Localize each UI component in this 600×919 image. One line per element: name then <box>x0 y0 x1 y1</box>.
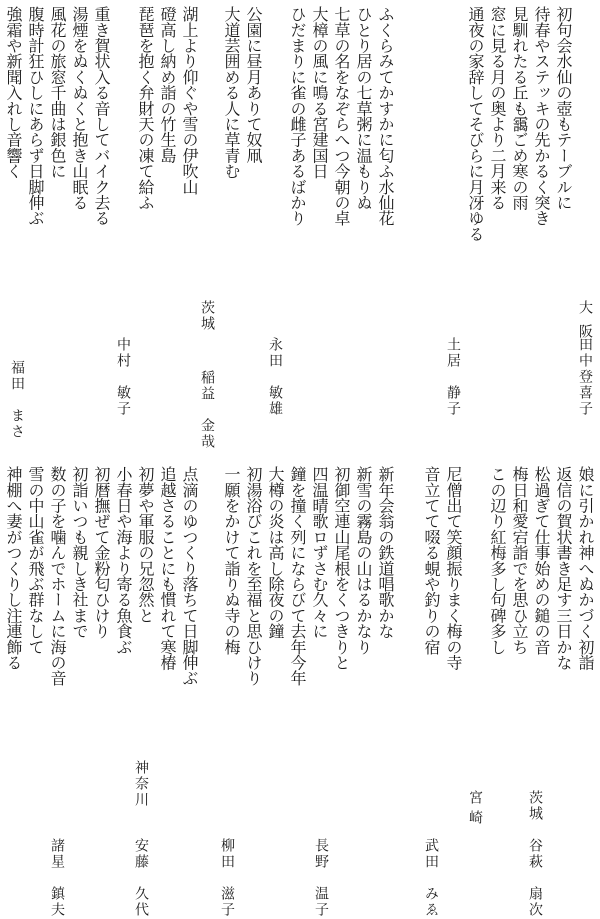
author-column <box>264 0 286 459</box>
group-lower-left <box>0 460 200 919</box>
haiku-column <box>486 460 508 919</box>
author-name: 武田 みゑ <box>423 838 439 918</box>
haiku: 鐘を撞く列にならびて去年今年 <box>288 466 307 686</box>
haiku: 娘に引かれ神へぬかづく初詣 <box>576 466 595 671</box>
group-osaka <box>400 0 600 459</box>
haiku: ふくらみてかすかに匂ふ水仙花 <box>376 6 395 226</box>
haiku-column <box>486 0 508 459</box>
haiku: 初句会水仙の壺もテーブルに <box>554 6 573 211</box>
prefecture-kanagawa: 神奈川 <box>133 760 149 808</box>
haiku-column <box>134 0 156 459</box>
author-name: 土居 静子 <box>445 337 461 417</box>
haiku-column <box>178 460 200 919</box>
haiku: 磴高し納め詣の竹生島 <box>158 6 177 164</box>
haiku: 尼僧出て笑顔振りまく梅の寺 <box>444 466 463 671</box>
haiku: 神棚へ妻がつくりし注連飾る <box>4 466 23 671</box>
haiku: 大樽の炎は高し除夜の鐘 <box>266 466 285 639</box>
author-name: 福田 まさ <box>9 360 25 440</box>
haiku-column <box>264 460 286 919</box>
haiku-column <box>242 0 264 459</box>
haiku: 湖上より仰ぐや雪の伊吹山 <box>180 6 199 195</box>
upper-block <box>0 0 600 459</box>
author-name: 柳田 滋子 <box>219 838 235 918</box>
haiku-column <box>530 0 552 459</box>
haiku-column <box>352 0 374 459</box>
haiku-column <box>374 460 396 919</box>
haiku-column <box>24 460 46 919</box>
haiku-column <box>90 0 112 459</box>
author-name: 稲益 金哉 <box>199 370 215 450</box>
haiku-column <box>352 460 374 919</box>
lower-block <box>0 460 600 919</box>
haiku-column <box>156 0 178 459</box>
group-continued <box>200 0 400 459</box>
haiku: 大道芸囲める人に草青む <box>222 6 241 179</box>
author-column <box>112 0 134 459</box>
haiku: 窓に見る月の奥より二月来る <box>488 6 507 211</box>
haiku: 追越さることにも慣れて寒椿 <box>158 466 177 671</box>
haiku: 大樟の風に鳴る宮建国日 <box>310 6 329 179</box>
haiku-column <box>330 0 352 459</box>
haiku: 初暦撫ぜて金粉匂ひけり <box>92 466 111 639</box>
haiku: 公園に昼月ありて奴凧 <box>244 6 263 164</box>
haiku-column <box>574 460 596 919</box>
haiku-column <box>508 0 530 459</box>
author-column <box>574 0 596 459</box>
haiku: 初御空連山尾根をくつきりと <box>332 466 351 671</box>
haiku: 雪の中山雀が飛ぶ群なして <box>26 466 45 655</box>
author-name: 谷萩 扇次 <box>527 838 543 918</box>
haiku: 返信の賀状書き足す三日かな <box>554 466 573 671</box>
haiku-column <box>442 460 464 919</box>
haiku-column <box>552 0 574 459</box>
haiku-column <box>242 460 264 919</box>
haiku-column <box>374 0 396 459</box>
haiku: ひだまりに雀の雌子あるばかり <box>288 6 307 226</box>
haiku: 湯煙をぬくぬくと抱き山眠る <box>70 6 89 211</box>
haiku: 一願をかけて詣りぬ寺の梅 <box>222 466 241 655</box>
author-name: 田中登喜子 <box>577 337 593 417</box>
haiku-column <box>90 460 112 919</box>
haiku-column <box>156 460 178 919</box>
haiku: この辺り紅梅多し句碑多し <box>488 466 507 655</box>
author-name: 安藤 久代 <box>133 838 149 918</box>
haiku: 新年会翁の鉄道唱歌かな <box>376 466 395 639</box>
haiku: 初湯浴びこれを至福と思ひけり <box>244 466 263 686</box>
haiku: 琵琶を抱く弁財天の凍て給ふ <box>136 6 155 211</box>
haiku-column <box>68 460 90 919</box>
group-continued-2 <box>0 0 200 459</box>
prefecture-ibaraki-upper: 茨城 <box>199 300 215 332</box>
haiku-column <box>2 460 24 919</box>
haiku-column <box>286 460 308 919</box>
haiku: 梅日和愛宕詣でを思ひ立ち <box>510 466 529 655</box>
haiku: 点滴のゆつくり落ちて日脚伸ぶ <box>180 466 199 686</box>
haiku-column <box>464 0 486 459</box>
author-name: 長野 温子 <box>313 838 329 918</box>
haiku-column <box>330 460 352 919</box>
haiku: 見馴れたる丘も靄ごめ寒の雨 <box>510 6 529 211</box>
haiku-column <box>308 0 330 459</box>
haiku: 通夜の家辞してそびらに月冴ゆる <box>466 6 485 242</box>
haiku-column <box>46 0 68 459</box>
author-column <box>442 0 464 459</box>
haiku: 待春やステッキの先かるく突き <box>532 6 551 226</box>
prefecture-miyazaki: 宮崎 <box>467 790 483 830</box>
haiku: 音立てて啜る蜆や釣りの宿 <box>422 466 441 655</box>
haiku: 風花の旅窓千曲は銀色に <box>48 6 67 179</box>
haiku: 小春日や海より寄る魚食ぶ <box>114 466 133 655</box>
haiku: 初詣いつも親しき社まで <box>70 466 89 639</box>
haiku: 七草の名をなぞらへつ今朝の卓 <box>332 6 351 226</box>
haiku: 重き賀状入る音してバイク去る <box>92 6 111 226</box>
haiku: 腹時計狂ひしにあらず日脚伸ぶ <box>26 6 45 226</box>
haiku-column <box>220 0 242 459</box>
author-name: 諸星 鎮夫 <box>49 838 65 918</box>
haiku: 新雪の霧島の山はるかなり <box>354 466 373 655</box>
haiku: 強霜や新聞入れし音響く <box>4 6 23 179</box>
haiku: ひとり居の七草粥に温もりぬ <box>354 6 373 211</box>
author-name: 中村 敏子 <box>115 337 131 417</box>
haiku: 初夢や軍服の兄忽然と <box>136 466 155 624</box>
haiku: 四温晴歌ロずさむ久々に <box>310 466 329 639</box>
haiku-column <box>552 460 574 919</box>
haiku-column <box>68 0 90 459</box>
haiku: 数の子を噛んでホームに海の音 <box>48 466 67 686</box>
author-column <box>464 460 486 919</box>
prefecture-osaka: 大阪 <box>577 300 593 348</box>
haiku-column <box>286 0 308 459</box>
haiku: 松過ぎて仕事始めの鎚の音 <box>532 466 551 655</box>
author-name: 永田 敏雄 <box>267 337 283 417</box>
prefecture-ibaraki: 茨城 <box>527 790 543 822</box>
